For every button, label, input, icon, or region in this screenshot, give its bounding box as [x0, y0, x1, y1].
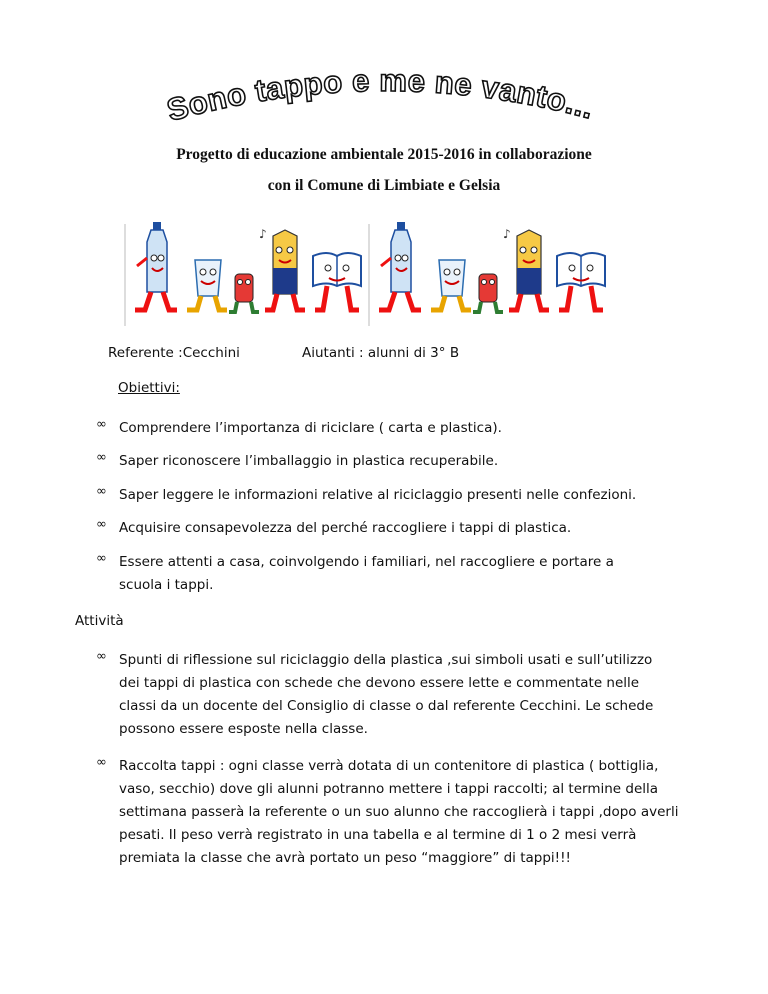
wordart-title-text: Sono tappo e me ne vanto.... — [163, 44, 598, 128]
bottle-character — [379, 222, 421, 310]
svg-text:Sono tappo e me ne vanto.... — [163, 44, 597, 128]
referente-label: Referente :Cecchini — [108, 345, 240, 361]
obiettivo-text: Acquisire consapevolezza del perché raccogliere i tappi di plastica. — [119, 520, 572, 536]
obiettivo-text: Essere attenti a casa, coinvolgendo i familiari, nel raccogliere e portare a scuola i tappi. — [119, 554, 614, 593]
carton-character — [259, 227, 305, 310]
recycling-characters-illustration — [367, 218, 609, 326]
bullet-icon: ∞ — [96, 517, 107, 532]
wordart-title — [163, 44, 600, 132]
aiutanti-label: Aiutanti : alunni di 3° B — [302, 345, 460, 361]
obiettivo-text: Comprendere l’importanza di riciclare ( carta e plastica). — [119, 420, 502, 436]
carton-character — [503, 227, 549, 310]
obiettivo-text: Saper riconoscere l’imballaggio in plastica recuperabile. — [119, 453, 499, 469]
svg-text:♪: ♪ — [503, 227, 511, 241]
subtitle-line-2: con il Comune di Limbiate e Gelsia — [267, 177, 501, 194]
can-character — [229, 274, 259, 312]
book-character — [557, 253, 605, 310]
bullet-icon: ∞ — [96, 450, 107, 465]
subtitle-line-1: Progetto di educazione ambientale 2015-2016 in collaborazione — [176, 146, 592, 163]
obiettivi-heading: Obiettivi: — [118, 380, 180, 396]
book-character — [313, 253, 361, 310]
wordart-title-svg — [163, 44, 600, 132]
bottle-character — [135, 222, 177, 310]
bullet-icon: ∞ — [96, 755, 107, 770]
cup-character — [187, 260, 227, 310]
bullet-icon: ∞ — [96, 551, 107, 566]
bullet-icon: ∞ — [96, 484, 107, 499]
attivita-text: Raccolta tappi : ogni classe verrà dotata di un contenitore di plastica ( bottiglia, vaso, secchio) dove gli alunni potranno mettere i tappi raccolti; al termine della settimana passerà la referente o un suo alunno che raccoglierà i tappi ,dopo averli pesati. Il peso verrà registrato in una tabella e al termine di 1 o 2 mesi verrà premiata la classe che avrà portato un peso “maggiore” di tappi!!! — [119, 758, 679, 866]
bullet-icon: ∞ — [96, 649, 107, 664]
recycling-characters-illustration — [123, 218, 365, 326]
attivita-heading: Attività — [75, 613, 124, 629]
bullet-icon: ∞ — [96, 417, 107, 432]
cup-character — [431, 260, 471, 310]
svg-text:♪: ♪ — [259, 227, 267, 241]
obiettivo-text: Saper leggere le informazioni relative al riciclaggio presenti nelle confezioni. — [119, 487, 637, 503]
can-character — [473, 274, 503, 312]
attivita-text: Spunti di riflessione sul riciclaggio della plastica ,sui simboli usati e sull’utilizzo dei tappi di plastica con schede che devono essere lette e commentate nelle classi da un docente del Consiglio di classe o dal referente Cecchini. Le schede possono essere esposte nella classe. — [119, 652, 654, 737]
